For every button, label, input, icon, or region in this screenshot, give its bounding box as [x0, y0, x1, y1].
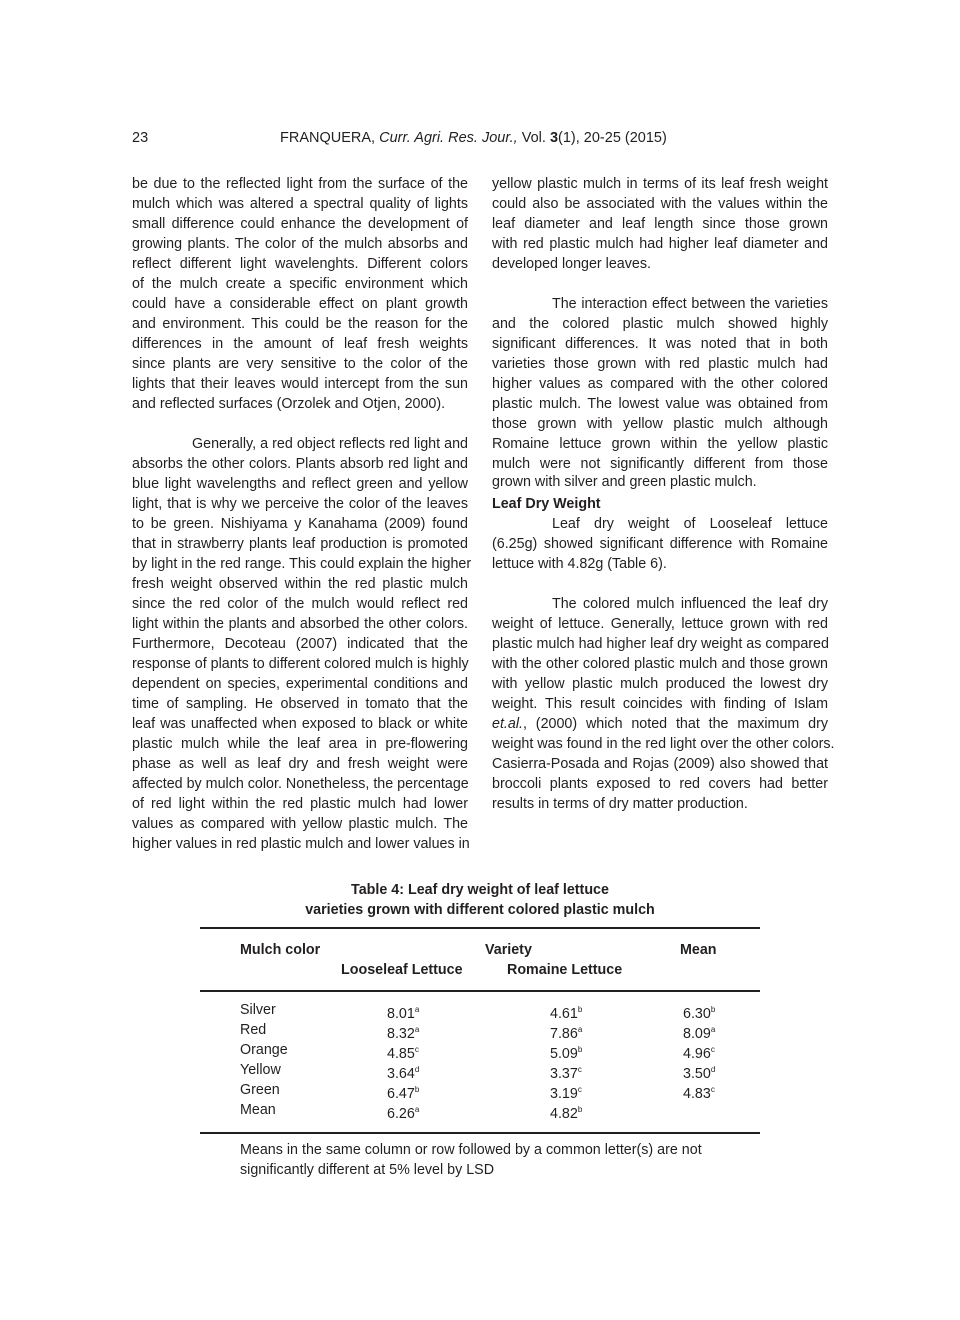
text-line: of red light within the red plastic mulch had lower [132, 796, 468, 812]
cell-value: 8.09 [683, 1026, 711, 1042]
cell-value: 3.64 [387, 1066, 415, 1082]
text-line: plastic mulch. The lowest value was obtained from [492, 396, 828, 412]
header-author: FRANQUERA, [280, 130, 380, 146]
significance-letter: a [414, 1025, 420, 1034]
header-vol-label: Vol. [517, 130, 550, 146]
text-line: plastic mulch had higher leaf dry weight as compared [492, 636, 829, 652]
text-line: reflect different light wavelenghts. Different colors [132, 256, 468, 272]
cell-value: 5.09 [550, 1046, 578, 1062]
row-label: Silver [240, 1002, 276, 1018]
header-variety: Variety [485, 942, 532, 958]
significance-letter: c [710, 1085, 715, 1094]
text-segment: , (2000) which noted that the maximum dry [523, 716, 828, 732]
text-line: with the other colored plastic mulch and those grown [492, 656, 828, 672]
header-romaine: Romaine Lettuce [507, 962, 623, 978]
cell-value: 6.30 [683, 1006, 711, 1022]
text-line: mulch which was altered a spectral quality of lights [132, 196, 468, 212]
running-header [280, 130, 667, 146]
cell-value: 6.47 [387, 1086, 415, 1102]
cell-romaine [550, 1100, 582, 1124]
text-line: could also be associated with the values within the [492, 196, 828, 212]
text-line: affected by mulch color. Nonetheless, the percentage [132, 776, 469, 792]
significance-letter: a [577, 1025, 583, 1034]
text-line: small difference could enhance the development of [132, 216, 468, 232]
text-line: weight of lettuce. Generally, lettuce grown with red [492, 616, 828, 632]
text-line: differences in the amount of leaf fresh weights [132, 336, 468, 352]
table-note-line-1: Means in the same column or row followed by a common letter(s) are not [240, 1142, 702, 1158]
left-text-column [132, 174, 472, 854]
text-line: and environment. This could be the reason for the [132, 316, 468, 332]
text-line: Casierra-Posada and Rojas (2009) also showed that [492, 756, 828, 772]
text-line: those grown with yellow plastic mulch although [492, 416, 828, 432]
header-issue-pages: (1), 20-25 (2015) [558, 130, 667, 146]
header-journal: Curr. Agri. Res. Jour., [379, 130, 518, 146]
text-line: that in strawberry plants leaf production is promoted [132, 536, 468, 552]
row-label: Yellow [240, 1062, 281, 1078]
significance-letter: b [414, 1085, 420, 1094]
text-line: response of plants to different colored mulch is highly [132, 656, 469, 672]
cell-value: 3.37 [550, 1066, 578, 1082]
text-line: plastic mulch while the leaf area in pre-flowering [132, 736, 468, 752]
text-line: fresh weight observed within the red plastic mulch [132, 576, 468, 592]
significance-letter: c [577, 1065, 582, 1074]
significance-letter: b [577, 1005, 583, 1014]
text-line: phase as well as leaf dry and fresh weight were [132, 756, 468, 772]
text-line: results in terms of dry matter production. [492, 796, 748, 812]
italic-citation: et.al. [492, 716, 523, 732]
text-line: The colored mulch influenced the leaf dry [552, 596, 828, 612]
text-line: dependent on species, experimental conditions and [132, 676, 468, 692]
paragraph-gap [492, 574, 828, 594]
text-line: blue light wavelengths and reflect green and yellow [132, 476, 468, 492]
header-mulch-color: Mulch color [240, 942, 321, 958]
cell-looseleaf [387, 1100, 419, 1124]
text-line: leaf was unaffected when exposed to black or white [132, 716, 468, 732]
text-line: (6.25g) showed significant difference with Romaine [492, 536, 828, 552]
text-line: to be green. Nishiyama y Kanahama (2009) found [132, 516, 468, 532]
significance-letter: b [577, 1105, 583, 1114]
text-line: absorbs the other colors. Plants absorb red light and [132, 456, 468, 472]
text-line [492, 714, 828, 734]
table-bottom-rule [200, 1132, 760, 1134]
text-line: of the mulch create a specific environment which [132, 276, 468, 292]
cell-value: 6.26 [387, 1106, 415, 1122]
text-line: and reflected surfaces (Orzolek and Otjen, 2000). [132, 396, 446, 412]
paragraph-gap [492, 274, 828, 294]
text-line: varieties those grown with red plastic mulch had [492, 356, 828, 372]
text-line: time of sampling. He observed in tomato that the [132, 696, 468, 712]
cell-value: 3.19 [550, 1086, 578, 1102]
text-line: could have a considerable effect on plant growth [132, 296, 468, 312]
text-line: The interaction effect between the varieties [552, 296, 828, 312]
significance-letter: d [710, 1065, 716, 1074]
cell-value: 4.82 [550, 1106, 578, 1122]
text-line: yellow plastic mulch in terms of its leaf fresh weight [492, 176, 828, 192]
cell-value: 4.61 [550, 1006, 578, 1022]
significance-letter: b [710, 1005, 716, 1014]
significance-letter: a [414, 1105, 420, 1114]
text-line: weight. This result coincides with finding of Islam [492, 696, 828, 712]
text-line: Generally, a red object reflects red light and [192, 436, 468, 452]
text-line: by light in the red range. This could explain the higher [132, 556, 472, 572]
text-line: values as compared with yellow plastic mulch. The [132, 816, 468, 832]
significance-letter: d [414, 1065, 420, 1074]
text-line: be due to the reflected light from the surface of the [132, 176, 468, 192]
cell-value: 7.86 [550, 1026, 578, 1042]
text-line: significant differences. It was noted that in both [492, 336, 828, 352]
text-line: broccoli plants exposed to red covers had better [492, 776, 828, 792]
cell-value: 4.83 [683, 1086, 711, 1102]
table-caption-line-1: Table 4: Leaf dry weight of leaf lettuce [351, 882, 609, 898]
significance-letter: a [414, 1005, 420, 1014]
text-line: developed longer leaves. [492, 256, 651, 272]
cell-mean [683, 1080, 715, 1104]
text-line: higher values as compared with the other colored [492, 376, 828, 392]
cell-value: 8.32 [387, 1026, 415, 1042]
page-number: 23 [132, 130, 149, 146]
cell-value: 3.50 [683, 1066, 711, 1082]
text-line: higher values in red plastic mulch and lower values in [132, 836, 470, 852]
row-label: Orange [240, 1042, 288, 1058]
cell-value: 4.85 [387, 1046, 415, 1062]
significance-letter: c [710, 1045, 715, 1054]
text-line: since plants are very sensitive to the color of the [132, 356, 468, 372]
significance-letter: b [577, 1045, 583, 1054]
section-heading: Leaf Dry Weight [492, 496, 601, 512]
text-line: light within the plants and absorbed the other colors. [132, 616, 468, 632]
text-line: growing plants. The color of the mulch absorbs and [132, 236, 468, 252]
table-note-line-2: significantly different at 5% level by LSD [240, 1162, 495, 1178]
text-line: with yellow plastic mulch produced the lowest dry [492, 676, 828, 692]
header-mean: Mean [680, 942, 717, 958]
text-line: Leaf dry weight of Looseleaf lettuce [552, 516, 828, 532]
cell-value: 4.96 [683, 1046, 711, 1062]
header-looseleaf: Looseleaf Lettuce [341, 962, 463, 978]
text-line: lettuce with 4.82g (Table 6). [492, 556, 667, 572]
text-line: with red plastic mulch had higher leaf diameter and [492, 236, 828, 252]
text-line: light, that is why we perceive the color of the leaves [132, 496, 468, 512]
text-line: and the colored plastic mulch showed highly [492, 316, 828, 332]
header-volume: 3 [549, 130, 559, 146]
table-caption-line-2: varieties grown with different colored plastic mulch [305, 902, 655, 918]
text-line: grown with silver and green plastic mulch. [492, 474, 757, 490]
table-top-rule [200, 927, 760, 929]
text-line: Romaine lettuce grown within the yellow plastic [492, 436, 828, 452]
significance-letter: c [414, 1045, 419, 1054]
table-header-rule [200, 990, 760, 992]
row-label: Red [240, 1022, 267, 1038]
row-label: Green [240, 1082, 280, 1098]
text-line: lights that their leaves would intercept from the sun [132, 376, 468, 392]
significance-letter: c [577, 1085, 582, 1094]
text-line: Furthermore, Decoteau (2007) indicated that the [132, 636, 468, 652]
cell-value: 8.01 [387, 1006, 415, 1022]
text-line: weight was found in the red light over the other colors. [492, 736, 835, 752]
right-text-column [492, 174, 835, 814]
paragraph-gap [132, 414, 468, 434]
text-line: mulch were not significantly different from those [492, 456, 828, 472]
text-line: since the red color of the mulch would reflect red [132, 596, 468, 612]
significance-letter: a [710, 1025, 716, 1034]
text-line: leaf diameter and leaf length since those grown [492, 216, 828, 232]
row-label: Mean [240, 1102, 276, 1118]
